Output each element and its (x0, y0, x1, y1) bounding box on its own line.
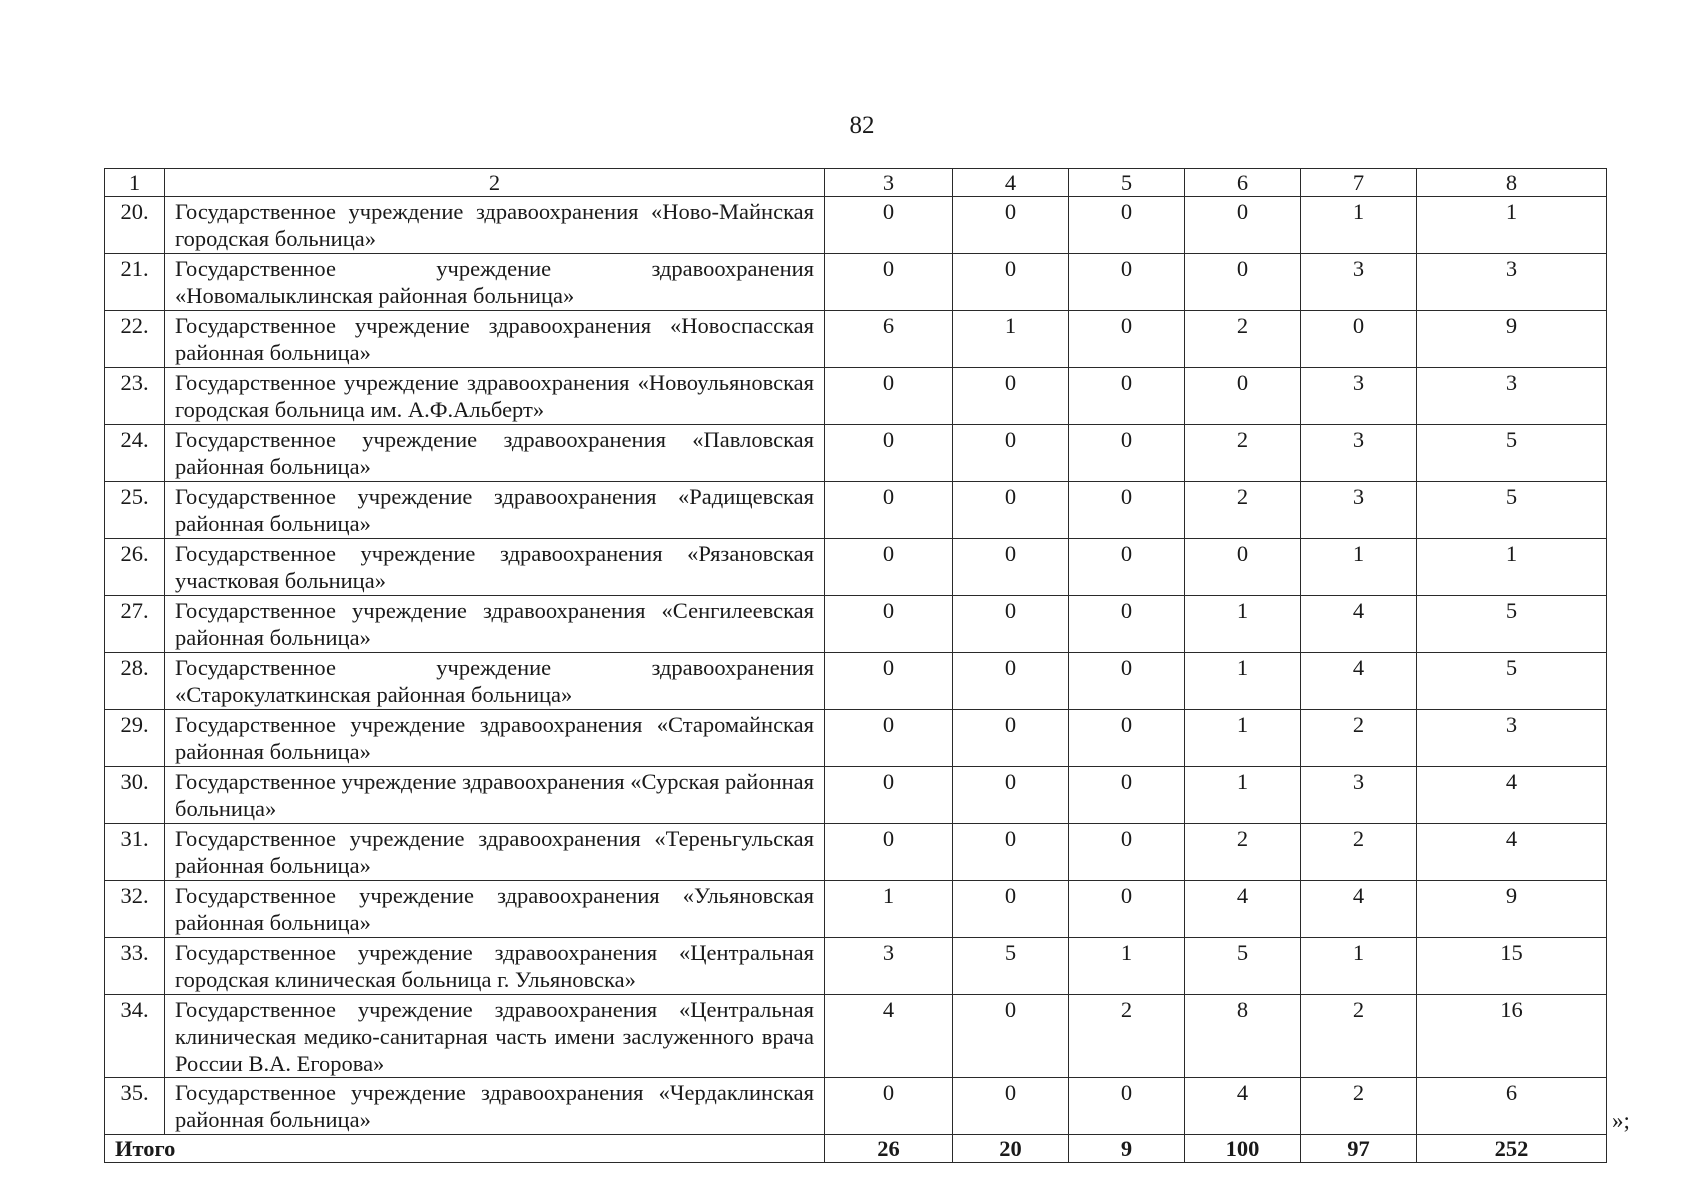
value-cell: 16 (1417, 995, 1607, 1078)
value-cell: 0 (825, 824, 953, 881)
value-cell: 3 (1301, 425, 1417, 482)
table-row (105, 539, 1607, 596)
table-row (105, 596, 1607, 653)
institution-name: Государственное учреждение здравоохранения «Центральная городская клиническая больница г. Ульяновска» (165, 938, 825, 995)
column-number-row (105, 169, 1607, 197)
value-cell: 0 (825, 1078, 953, 1135)
value-cell: 3 (825, 938, 953, 995)
value-cell: 0 (1069, 1078, 1185, 1135)
value-cell: 5 (1417, 425, 1607, 482)
table-row (105, 425, 1607, 482)
row-number: 21. (105, 254, 165, 311)
row-number: 26. (105, 539, 165, 596)
value-cell: 3 (1417, 368, 1607, 425)
value-cell: 0 (825, 425, 953, 482)
value-cell: 3 (1301, 254, 1417, 311)
table-row (105, 254, 1607, 311)
value-cell: 8 (1185, 995, 1301, 1078)
row-number: 20. (105, 197, 165, 254)
value-cell: 5 (953, 938, 1069, 995)
value-cell: 9 (1417, 881, 1607, 938)
column-header: 3 (825, 169, 953, 197)
value-cell: 0 (953, 254, 1069, 311)
table-row (105, 1078, 1607, 1135)
table-row (105, 881, 1607, 938)
value-cell: 4 (1185, 881, 1301, 938)
institution-name: Государственное учреждение здравоохранения «Центральная клиническая медико-санитарная часть имени заслуженного врача России В.А. Егорова» (165, 995, 825, 1078)
value-cell: 0 (953, 995, 1069, 1078)
table-body (105, 169, 1607, 1163)
column-header: 8 (1417, 169, 1607, 197)
value-cell: 9 (1417, 311, 1607, 368)
value-cell: 5 (1417, 482, 1607, 539)
value-cell: 0 (1069, 767, 1185, 824)
value-cell: 0 (953, 767, 1069, 824)
value-cell: 4 (825, 995, 953, 1078)
table-row (105, 482, 1607, 539)
institution-name: Государственное учреждение здравоохранения «Павловская районная больница» (165, 425, 825, 482)
value-cell: 2 (1301, 1078, 1417, 1135)
value-cell: 1 (1301, 938, 1417, 995)
value-cell: 4 (1301, 653, 1417, 710)
value-cell: 0 (1069, 824, 1185, 881)
value-cell: 0 (1185, 539, 1301, 596)
row-number: 33. (105, 938, 165, 995)
value-cell: 0 (825, 653, 953, 710)
value-cell: 2 (1185, 311, 1301, 368)
report-table (104, 168, 1607, 1163)
value-cell: 0 (1069, 482, 1185, 539)
value-cell: 0 (1185, 368, 1301, 425)
value-cell: 0 (953, 710, 1069, 767)
page-number: 82 (849, 112, 875, 139)
institution-name: Государственное учреждение здравоохранения «Новоспасская районная больница» (165, 311, 825, 368)
table-row (105, 938, 1607, 995)
institution-name: Государственное учреждение здравоохранения «Старомайнская районная больница» (165, 710, 825, 767)
table-row (105, 824, 1607, 881)
row-number: 24. (105, 425, 165, 482)
total-value: 20 (953, 1135, 1069, 1163)
row-number: 31. (105, 824, 165, 881)
value-cell: 0 (953, 539, 1069, 596)
value-cell: 0 (953, 368, 1069, 425)
row-number: 32. (105, 881, 165, 938)
institution-name: Государственное учреждение здравоохранения «Тереньгульская районная больница» (165, 824, 825, 881)
value-cell: 0 (1069, 881, 1185, 938)
value-cell: 4 (1301, 596, 1417, 653)
value-cell: 2 (1301, 710, 1417, 767)
value-cell: 0 (825, 767, 953, 824)
value-cell: 3 (1301, 368, 1417, 425)
value-cell: 0 (825, 482, 953, 539)
column-header: 2 (165, 169, 825, 197)
value-cell: 0 (953, 197, 1069, 254)
table-row (105, 767, 1607, 824)
value-cell: 0 (953, 425, 1069, 482)
value-cell: 0 (953, 653, 1069, 710)
value-cell: 1 (1185, 596, 1301, 653)
value-cell: 1 (1185, 767, 1301, 824)
institution-name: Государственное учреждение здравоохранения «Старокулаткинская районная больница» (165, 653, 825, 710)
value-cell: 0 (1301, 311, 1417, 368)
total-row (105, 1135, 1607, 1163)
column-header: 6 (1185, 169, 1301, 197)
row-number: 25. (105, 482, 165, 539)
total-value: 26 (825, 1135, 953, 1163)
value-cell: 2 (1301, 824, 1417, 881)
row-number: 28. (105, 653, 165, 710)
value-cell: 4 (1417, 767, 1607, 824)
value-cell: 3 (1417, 254, 1607, 311)
value-cell: 1 (1301, 197, 1417, 254)
value-cell: 3 (1417, 710, 1607, 767)
value-cell: 0 (1069, 311, 1185, 368)
value-cell: 3 (1301, 482, 1417, 539)
row-number: 30. (105, 767, 165, 824)
value-cell: 2 (1185, 824, 1301, 881)
value-cell: 1 (1417, 539, 1607, 596)
value-cell: 1 (953, 311, 1069, 368)
row-number: 29. (105, 710, 165, 767)
value-cell: 4 (1301, 881, 1417, 938)
value-cell: 0 (1069, 425, 1185, 482)
table-row (105, 311, 1607, 368)
institution-name: Государственное учреждение здравоохранения «Радищевская районная больница» (165, 482, 825, 539)
value-cell: 0 (1069, 710, 1185, 767)
institution-name: Государственное учреждение здравоохранения «Сенгилеевская районная больница» (165, 596, 825, 653)
column-header: 5 (1069, 169, 1185, 197)
value-cell: 4 (1185, 1078, 1301, 1135)
value-cell: 2 (1185, 425, 1301, 482)
column-header: 4 (953, 169, 1069, 197)
value-cell: 0 (825, 710, 953, 767)
column-header: 1 (105, 169, 165, 197)
value-cell: 0 (1069, 254, 1185, 311)
value-cell: 5 (1417, 653, 1607, 710)
value-cell: 1 (1301, 539, 1417, 596)
value-cell: 2 (1301, 995, 1417, 1078)
table-row (105, 995, 1607, 1078)
row-number: 34. (105, 995, 165, 1078)
row-number: 35. (105, 1078, 165, 1135)
institution-name: Государственное учреждение здравоохранения «Новомалыклинская районная больница» (165, 254, 825, 311)
table-row (105, 368, 1607, 425)
value-cell: 4 (1417, 824, 1607, 881)
value-cell: 15 (1417, 938, 1607, 995)
value-cell: 3 (1301, 767, 1417, 824)
value-cell: 1 (1185, 710, 1301, 767)
row-number: 27. (105, 596, 165, 653)
institution-name: Государственное учреждение здравоохранения «Новоульяновская городская больница им. А.Ф.Альберт» (165, 368, 825, 425)
row-number: 22. (105, 311, 165, 368)
value-cell: 0 (825, 596, 953, 653)
value-cell: 0 (953, 824, 1069, 881)
value-cell: 0 (953, 596, 1069, 653)
value-cell: 0 (1069, 197, 1185, 254)
value-cell: 0 (1069, 368, 1185, 425)
institution-name: Государственное учреждение здравоохранения «Ульяновская районная больница» (165, 881, 825, 938)
institution-name: Государственное учреждение здравоохранения «Ново-Майнская городская больница» (165, 197, 825, 254)
value-cell: 0 (1069, 653, 1185, 710)
table-row (105, 710, 1607, 767)
total-value: 97 (1301, 1135, 1417, 1163)
value-cell: 5 (1417, 596, 1607, 653)
closing-quote-mark: »; (1612, 1108, 1630, 1133)
value-cell: 0 (953, 482, 1069, 539)
total-label: Итого (105, 1135, 825, 1163)
institution-name: Государственное учреждение здравоохранения «Чердаклинская районная больница» (165, 1078, 825, 1135)
value-cell: 0 (825, 368, 953, 425)
value-cell: 0 (1069, 596, 1185, 653)
value-cell: 1 (1417, 197, 1607, 254)
value-cell: 5 (1185, 938, 1301, 995)
table-row (105, 653, 1607, 710)
value-cell: 6 (825, 311, 953, 368)
total-value: 100 (1185, 1135, 1301, 1163)
value-cell: 0 (953, 881, 1069, 938)
value-cell: 2 (1185, 482, 1301, 539)
institution-name: Государственное учреждение здравоохранения «Сурская районная больница» (165, 767, 825, 824)
value-cell: 6 (1417, 1078, 1607, 1135)
value-cell: 1 (1185, 653, 1301, 710)
value-cell: 0 (1069, 539, 1185, 596)
value-cell: 0 (1185, 254, 1301, 311)
value-cell: 0 (1185, 197, 1301, 254)
value-cell: 0 (825, 197, 953, 254)
value-cell: 1 (1069, 938, 1185, 995)
value-cell: 0 (825, 254, 953, 311)
row-number: 23. (105, 368, 165, 425)
value-cell: 1 (825, 881, 953, 938)
total-value: 9 (1069, 1135, 1185, 1163)
column-header: 7 (1301, 169, 1417, 197)
value-cell: 2 (1069, 995, 1185, 1078)
value-cell: 0 (953, 1078, 1069, 1135)
institution-name: Государственное учреждение здравоохранения «Рязановская участковая больница» (165, 539, 825, 596)
table-row (105, 197, 1607, 254)
value-cell: 0 (825, 539, 953, 596)
total-value: 252 (1417, 1135, 1607, 1163)
